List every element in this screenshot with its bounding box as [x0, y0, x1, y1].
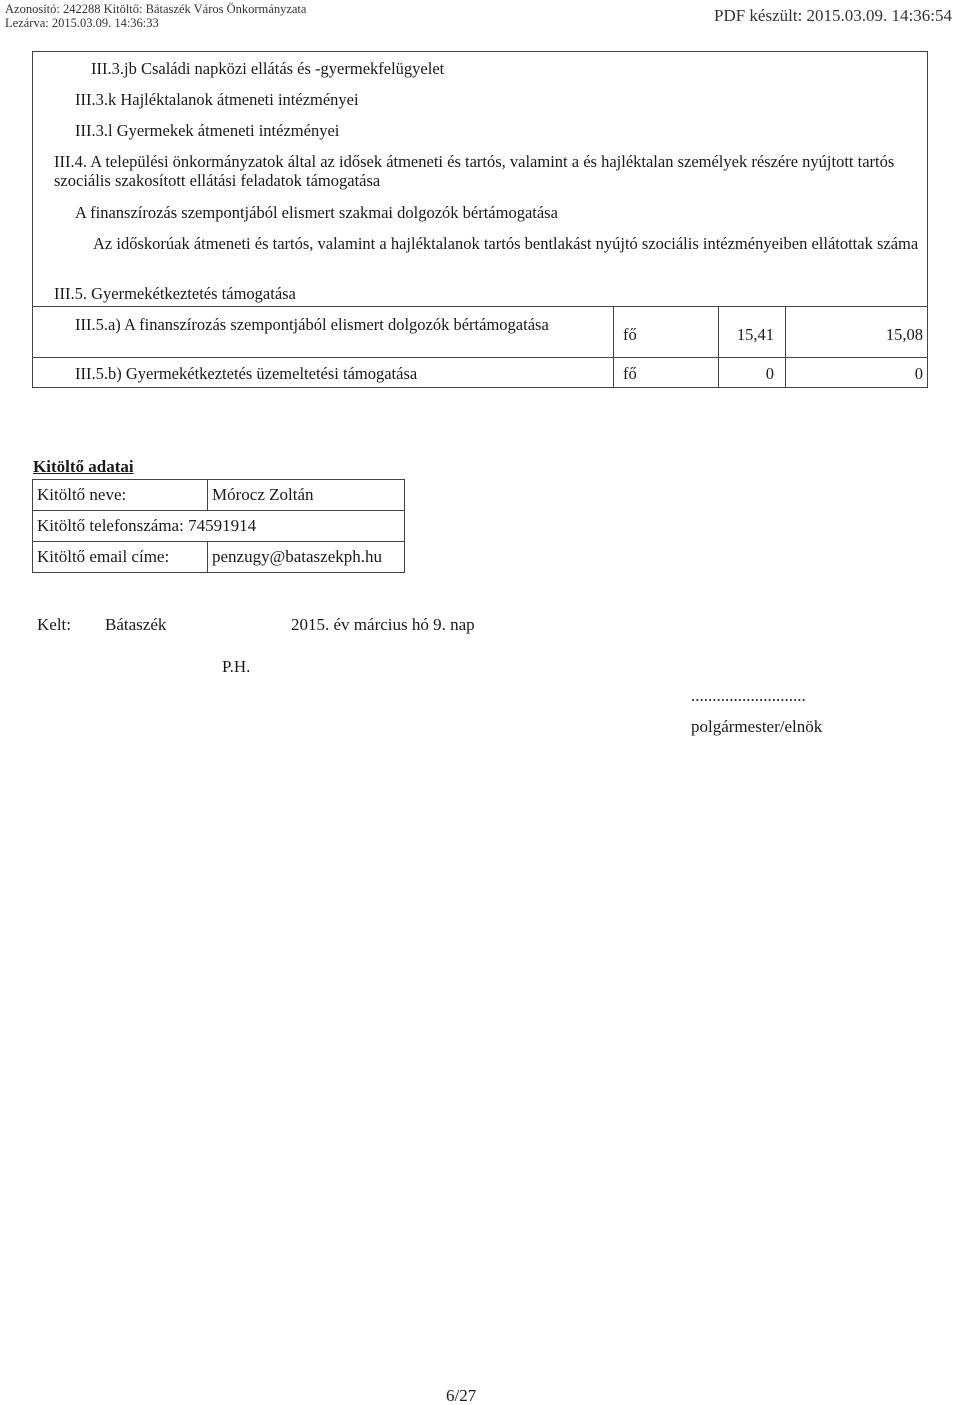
- item-iii-3-k: III.3.k Hajléktalanok átmeneti intézményei: [75, 90, 359, 109]
- header-identifier: Azonosító: 242288 Kitöltő: Bátaszék Város Önkormányzata: [5, 2, 307, 16]
- divider: [32, 357, 928, 358]
- row-unit: fő: [623, 364, 637, 383]
- filler-phone: [33, 511, 405, 542]
- filler-email-label: Kitöltő email címe:: [33, 542, 208, 573]
- filler-name-value: Mórocz Zoltán: [208, 480, 405, 511]
- section-iii-4-title: III.4. A települési önkormányzatok által az idősek átmeneti és tartós, valamint a és hajléktalan személyek részére nyújtott tartós szociális szakosított ellátási feladatok támogatása: [54, 152, 895, 190]
- divider: [785, 306, 786, 388]
- section-iii-4-subitem: Az időskorúak átmeneti és tartós, valamint a hajléktalanok tartós bentlakást nyújtó szociális intézményeiben ellátottak száma: [93, 234, 919, 253]
- stamp-placeholder: P.H.: [222, 657, 251, 676]
- row-value-2: 15,08: [885, 325, 923, 344]
- filler-email-value: penzugy@bataszekph.hu: [208, 542, 405, 573]
- row-label: III.5.b) Gyermekétkeztetés üzemeltetési támogatása: [75, 364, 418, 383]
- filler-phone-value: 74591914: [188, 516, 257, 535]
- row-unit: fő: [623, 325, 637, 344]
- filler-name-label: Kitöltő neve:: [33, 480, 208, 511]
- row-value-2: 0: [914, 364, 923, 383]
- signature-role: polgármester/elnök: [691, 717, 823, 736]
- header-pdf-created: PDF készült: 2015.03.09. 14:36:54: [713, 6, 952, 25]
- kelt-date: 2015. év március hó 9. nap: [291, 615, 475, 634]
- kelt-place: Bátaszék: [105, 615, 167, 634]
- page-number: 6/27: [446, 1386, 477, 1405]
- divider: [32, 306, 928, 307]
- filler-title: Kitöltő adatai: [33, 457, 134, 476]
- signature-line: ...........................: [691, 686, 806, 705]
- filler-table: [32, 479, 405, 573]
- section-iii-5-title: III.5. Gyermekétkeztetés támogatása: [54, 284, 296, 303]
- filler-phone-label: Kitöltő telefonszáma:: [37, 516, 184, 535]
- divider: [718, 306, 719, 388]
- kelt-label: Kelt:: [37, 615, 71, 634]
- item-iii-3-l: III.3.l Gyermekek átmeneti intézményei: [75, 121, 340, 140]
- row-value-1: 0: [765, 364, 774, 383]
- divider: [613, 306, 614, 388]
- row-value-1: 15,41: [736, 325, 774, 344]
- row-label: III.5.a) A finanszírozás szempontjából elismert dolgozók bértámogatása: [75, 315, 549, 334]
- header-closed-date: Lezárva: 2015.03.09. 14:36:33: [5, 16, 159, 30]
- item-iii-3-jb: III.3.jb Családi napközi ellátás és -gyermekfelügyelet: [91, 59, 445, 78]
- section-iii-4-subheading: A finanszírozás szempontjából elismert szakmai dolgozók bértámogatása: [75, 203, 558, 222]
